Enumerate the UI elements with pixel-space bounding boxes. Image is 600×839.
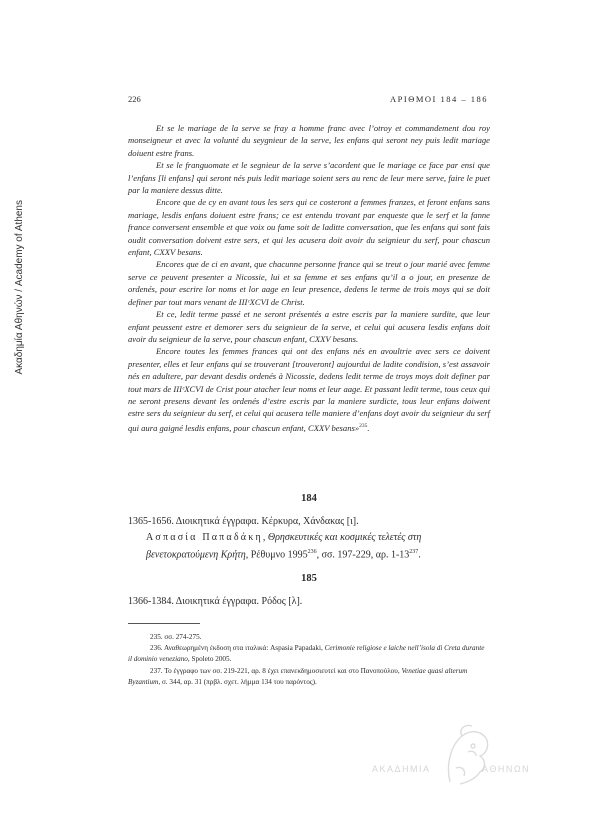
entry-185-line1: 1366-1384. Διοικητικά έγγραφα. Ρόδος [λ]. xyxy=(128,596,303,607)
footnote-237-c: , σ. 344, αρ. 31 (πρβλ. σχετ. λήμμα 134 του παρόντος). xyxy=(158,677,317,686)
footnote-236-c: , Spoleto 2005. xyxy=(187,655,232,664)
footnote-237 xyxy=(128,666,490,688)
entry-184-place: , Ρέθυμνο 1995 xyxy=(245,549,308,561)
entry-184-title: Θρησκευτικές και κοσμικές τελετές στη βενετοκρατούμενη Κρήτη xyxy=(146,531,422,561)
watermark-left-text: ΑΚΑΔΗΜΙΑ xyxy=(372,764,431,774)
entry-184-end: . xyxy=(418,549,421,561)
footnote-235: 235. σσ. 274-275. xyxy=(150,633,202,641)
entry-184 xyxy=(128,514,490,563)
body-text xyxy=(128,122,490,434)
paragraph-3: Encore que de cy en avant tous les sers qui ce costeront a femmes franzes, et feront enfans sans mariage, lesdis enfans doiuent estre frans; ce est entendu trovant par enqueste que le serf et la fanne france conversent ensemble et que voix ou fame soit de laditte conversation, que les enfans qui sont fais oudit conversation doivent estre sers, et qui les acusera doit avoir du seignieur du serf, pour chascun enfant, CXXV besans. xyxy=(128,197,490,258)
entry-184-sep: , xyxy=(262,531,268,543)
footnote-236-a: 236. Αναθεωρημένη έκδοση στα ιταλικά: Aspasia Papadaki, xyxy=(150,644,325,653)
watermark-right-text: ΑΘΗΝΩΝ xyxy=(482,764,531,774)
athena-head-icon xyxy=(440,722,492,788)
footnote-ref-236: 236 xyxy=(307,549,317,555)
footnote-ref-237: 237 xyxy=(409,549,419,555)
paragraph-6 xyxy=(128,345,490,434)
paragraph-6-text: Encore toutes les femmes frances qui ont des enfans nés en avoultrie avec sers ce doivent presenter, elles et leur enfans qui se trouverant [trouveront] aujourdui de ladite condision, s’est assavoir nés en adultere, par devant desdis ordenés à Nicossie, dedens ledit terme de troys moys doit definer par tout mars de IIIᶜXCVI de Crist pour atacher leur noms et leur aage. Et passant ledit terme, tous ceux qui ne seront presens devant les ordenés d’estre escris par la maniere surdicte, tous leur enfans doiwent estre sers du seignieur du serf, et celui qui acusera telle maniere d’enfans doyt avoir du seignieur du serf qui aura gaigné lesdis enfans, pour chascun enfant, CXXV besans» xyxy=(128,346,490,433)
entry-184-pages: , σσ. 197-229, αρ. 1-13 xyxy=(316,549,410,561)
side-label: Ακαδημία Αθηνών / Academy of Athens xyxy=(14,200,25,375)
entry-185 xyxy=(128,594,490,610)
paragraph-6-end: . xyxy=(367,422,370,433)
paragraph-4: Encores que de ci en avant, que chacunne personne france qui se treut o jour marié avec femme serve ce peuvent presenter a Nicossie, lui et sa femme et ses enfans qu’il a o jour, en presenze de ordenés, pour escrire lor noms et lor aage en leur presence, dedens le terme de trois moys qui se doit definer par tout mars venant de IIIᶜXCVI de Christ. xyxy=(128,259,490,307)
footnote-237-title: Venetiae quasi alterum Byzantium xyxy=(128,666,468,686)
entry-184-citation xyxy=(128,530,490,563)
paragraph-5: Et ce, ledit terme passé et ne seront présentés a estre escris par la maniere surdite, que leur enfant peussent estre et demorer sers du seignieur de la serve, et celui qui acusera lesdis enfans doit avoir du seignieur de la serve, pour chascun enfant, CXXV besans. xyxy=(128,309,490,344)
footnote-237-a: 237. Το έγγραφο των σσ. 219-221, αρ. 8 έχει επανεκδημοσιευτεί και στο Πανοπούλου, xyxy=(150,666,402,675)
footnotes xyxy=(128,632,490,688)
footnote-236 xyxy=(128,643,490,665)
paragraph-1: Et se le mariage de la serve se fray a homme franc avec l’otroy et commandement dou roy monseigneur et avec la volunté du seygnieur de la serve, les enfans qui seront ney puis ledit mariage doiuent estre frans. xyxy=(128,123,490,158)
entry-184-line1: 1365-1656. Διοικητικά έγγραφα. Κέρκυρα, Χάνδακας [ι]. xyxy=(128,516,359,527)
running-head: ΑΡΙΘΜΟΙ 184 – 186 xyxy=(390,94,488,104)
page-header xyxy=(128,94,488,110)
academy-watermark xyxy=(372,722,531,792)
footnote-236-title: Cerimonie religiose e laiche nell’isola di Creta durante il dominio veneziano xyxy=(128,644,485,664)
entry-number-184: 184 xyxy=(301,493,317,504)
footnote-rule xyxy=(128,623,200,624)
paragraph-2: Et se le franguomate et le segnieur de la serve s’acordent que le mariage ce face par ensi que l’enfans [li enfans] qui seront nés puis ledit mariage soient sers au renc de leur mere serve, faire le puet par la maniere dessus ditte. xyxy=(128,160,490,196)
entry-184-author: Ασπασία Παπαδάκη xyxy=(146,531,263,543)
footnote-ref-235: 235 xyxy=(359,422,368,429)
page-number: 226 xyxy=(128,94,141,104)
entry-number-185: 185 xyxy=(301,573,317,584)
